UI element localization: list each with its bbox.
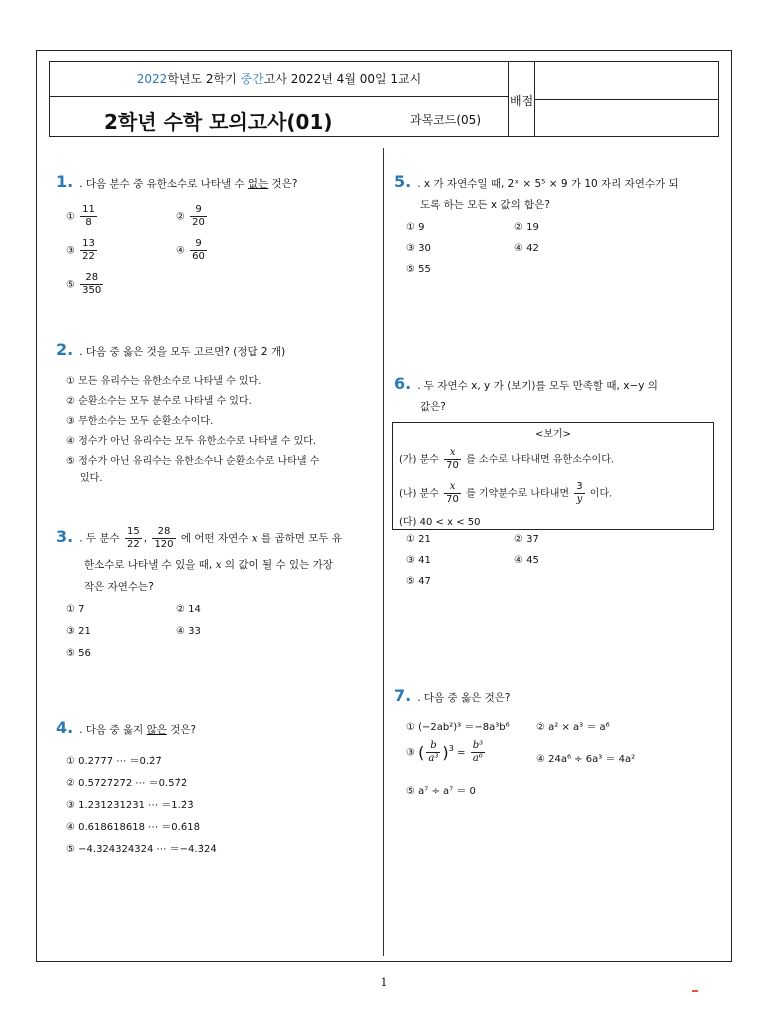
numerator: x	[444, 481, 461, 494]
option-mark: ③	[406, 747, 415, 759]
q1-option-1[interactable]	[66, 204, 99, 229]
denominator: 60	[192, 251, 205, 262]
q4-option-4[interactable]: ④ 0.618618618 ⋯ ＝0.6̇18̇	[66, 822, 200, 833]
subject-code: 과목코드(05)	[410, 113, 482, 127]
numerator: 9	[190, 204, 207, 217]
question-3-line2	[84, 556, 333, 575]
q4-option-1[interactable]: ① 0.2777 ⋯ ＝0.2̇7̇	[66, 756, 162, 767]
fraction	[574, 481, 584, 506]
question-text: 한소수로 나타낼 수 있을 때,	[84, 559, 213, 571]
q7-option-5[interactable]: ⑤ a⁷ ÷ a⁷ ＝ 0	[406, 786, 476, 797]
denominator: 350	[82, 285, 102, 296]
condition-na	[399, 481, 612, 506]
question-1	[56, 172, 297, 194]
condition-text: (나) 분수	[399, 488, 439, 500]
q1-option-3[interactable]	[66, 238, 99, 263]
q1-option-4[interactable]	[176, 238, 209, 263]
q1-option-2[interactable]	[176, 204, 209, 229]
question-text: . 다음 중 옳은 것을 모두 고르면? (정답 2 개)	[79, 346, 286, 358]
fraction	[471, 740, 485, 765]
numerator: x	[444, 447, 461, 460]
question-text-emphasis: 없는	[247, 178, 269, 190]
q5-option-4[interactable]: ④ 42	[514, 243, 539, 254]
q6-option-1[interactable]: ① 21	[406, 534, 431, 545]
question-3: 3. . 두 분수 $\frac{15}{22}$ , $\frac{28}{120}$ 에 어떤 자연수 x 를 곱하면 모두 유	[56, 526, 343, 550]
question-number: 1.	[56, 172, 74, 191]
example-box-title: <보기>	[534, 429, 572, 440]
q6-option-4[interactable]: ④ 45	[514, 555, 539, 566]
denominator: 22	[82, 251, 95, 262]
q3-option-4[interactable]: ④ 33	[176, 626, 201, 637]
numerator: 11	[82, 204, 95, 215]
q2-option-4[interactable]: ④ 정수가 아닌 유리수는 모두 유한소수로 나타낼 수 있다.	[66, 436, 317, 447]
condition-da: (다) 40 < x < 50	[399, 517, 481, 528]
fraction	[152, 526, 175, 551]
q4-option-3[interactable]: ③ 1.231231231 ⋯ ＝1.2̇3̇	[66, 800, 194, 811]
fraction	[444, 481, 461, 506]
question-text: 를 곱하면 모두 유	[261, 532, 343, 545]
header-divider	[534, 99, 718, 100]
fraction	[80, 272, 103, 297]
numerator: 13	[82, 238, 95, 249]
question-text: 것은?	[166, 724, 197, 736]
score-label: 배점	[510, 94, 534, 108]
example-box	[392, 422, 714, 530]
q1-option-5[interactable]	[66, 272, 105, 297]
numerator: 28	[80, 272, 103, 285]
question-number: 5.	[394, 172, 412, 191]
question-text: 에 어떤 자연수	[180, 532, 249, 545]
q5-option-5[interactable]: ⑤ 55	[406, 264, 431, 275]
q2-option-2[interactable]: ② 순환소수는 모두 분수로 나타낼 수 있다.	[66, 396, 252, 407]
q5-option-3[interactable]: ③ 30	[406, 243, 431, 254]
question-text: . 다음 중 옳은 것은?	[417, 692, 511, 704]
paren: )	[442, 743, 449, 762]
condition-ga	[399, 447, 614, 472]
q6-option-3[interactable]: ③ 41	[406, 555, 431, 566]
exam-session-line	[50, 70, 508, 87]
denominator: y	[576, 494, 583, 505]
denominator: 120	[154, 539, 174, 550]
q7-option-3[interactable]: ③ ( $\frac{b}{\text{a³}}$ )$^3$ = $\frac{\text{b³}}{\text{a⁶}}$	[406, 740, 484, 764]
q2-option-1[interactable]: ① 모든 유리수는 유한소수로 나타낼 수 있다.	[66, 376, 262, 387]
fraction	[80, 204, 97, 229]
q2-option-3[interactable]: ③ 무한소수는 모두 순환소수이다.	[66, 416, 214, 427]
option-mark: ④	[176, 245, 185, 257]
numerator: 3	[576, 481, 583, 492]
header-divider	[50, 96, 508, 97]
fraction	[190, 204, 207, 229]
question-text: . 다음 중 옳지	[79, 724, 147, 736]
q7-option-1[interactable]: ① (−2ab²)³ ＝−8a³b⁶	[406, 722, 510, 733]
numerator: 9	[190, 238, 207, 251]
question-3-line3: 작은 자연수는?	[84, 581, 154, 593]
denominator: 20	[192, 217, 205, 228]
denominator: a⁶	[472, 753, 483, 764]
question-number: 3.	[56, 526, 74, 546]
q7-option-4[interactable]: ④ 24a⁶ ÷ 6a³ ＝ 4a²	[536, 754, 636, 765]
question-number: 2.	[56, 340, 74, 359]
year-text: 2022	[136, 72, 168, 86]
numerator: 28	[152, 526, 175, 539]
condition-text: 이다.	[589, 488, 613, 500]
question-7	[394, 686, 510, 708]
q6-option-5[interactable]: ⑤ 47	[406, 576, 431, 587]
denominator: 70	[446, 494, 459, 505]
denominator: a³	[428, 753, 439, 764]
question-6	[394, 374, 658, 396]
variable: x	[251, 532, 258, 545]
numerator: b	[426, 740, 440, 753]
denominator: 70	[446, 460, 459, 471]
q3-option-1[interactable]: ① 7	[66, 604, 85, 615]
condition-text: (가) 분수	[399, 454, 439, 466]
numerator: b³	[472, 740, 484, 751]
question-number: 4.	[56, 718, 74, 737]
option-mark: ⑤	[66, 279, 75, 291]
condition-text: 를 소수로 나타내면 유한소수이다.	[466, 454, 615, 466]
denominator: 8	[85, 217, 92, 228]
q3-option-3[interactable]: ③ 21	[66, 626, 91, 637]
denominator: 22	[127, 539, 140, 550]
q6-option-2[interactable]: ② 37	[514, 534, 539, 545]
option-mark: ①	[66, 211, 75, 223]
q3-option-5[interactable]: ⑤ 56	[66, 648, 91, 659]
q4-option-5[interactable]: ⑤ −4.324324324 ⋯ ＝−4.3̇24̇	[66, 844, 217, 855]
exam-header	[49, 61, 719, 137]
fraction	[444, 447, 461, 472]
question-5-line2: 도록 하는 모든 x 값의 합은?	[420, 199, 550, 211]
question-text: . x 가 자연수일 때, 2ˣ × 5⁵ × 9 가 10 자리 자연수가 되	[417, 178, 679, 190]
question-2	[56, 340, 285, 362]
paren: (	[418, 743, 425, 762]
option-mark: ②	[176, 211, 185, 223]
q2-option-5-cont: 있다.	[80, 473, 103, 484]
fraction	[426, 740, 440, 765]
fraction	[80, 238, 97, 263]
column-divider	[383, 148, 384, 956]
condition-text: 를 기약분수로 나타내면	[466, 488, 570, 500]
q5-option-2[interactable]: ② 19	[514, 222, 539, 233]
question-number: 6.	[394, 374, 412, 393]
question-text: . 두 자연수 x, y 가 ⟨보기⟩를 모두 만족할 때, x−y 의	[417, 380, 658, 392]
question-6-line2: 값은?	[420, 401, 446, 413]
q5-option-1[interactable]: ① 9	[406, 222, 425, 233]
question-text: 의 값이 될 수 있는 가장	[224, 559, 333, 571]
page-number: 1	[380, 976, 388, 989]
q2-option-5[interactable]: ⑤ 정수가 아닌 유리수는 유한소수나 순환소수로 나타낼 수	[66, 456, 320, 467]
header-divider	[508, 62, 509, 136]
semester-text: 학년도 2학기	[167, 72, 241, 86]
numerator: 15	[127, 526, 140, 537]
q4-option-2[interactable]: ② 0.5727272 ⋯ ＝0.57̇2̇	[66, 778, 188, 789]
exam-type-text: 중간	[240, 72, 264, 86]
question-text: 것은?	[268, 178, 298, 190]
variable: x	[215, 559, 222, 571]
question-text: . 두 분수	[79, 532, 120, 545]
option-mark: ③	[66, 245, 75, 257]
fraction	[190, 238, 207, 263]
question-5	[394, 172, 679, 194]
q7-option-2[interactable]: ② a² × a³ ＝ a⁶	[536, 722, 610, 733]
fraction	[125, 526, 142, 551]
question-4	[56, 718, 196, 740]
exam-date-text: 고사 2022년 4월 00일 1교시	[263, 72, 422, 86]
q3-option-2[interactable]: ② 14	[176, 604, 201, 615]
exam-title: 2학년 수학 모의고사(01)	[104, 110, 333, 134]
question-text: . 다음 분수 중 유한소수로 나타낼 수	[79, 178, 248, 190]
question-number: 7.	[394, 686, 412, 705]
red-mark	[692, 990, 698, 992]
question-text-emphasis: 않은	[146, 724, 167, 736]
